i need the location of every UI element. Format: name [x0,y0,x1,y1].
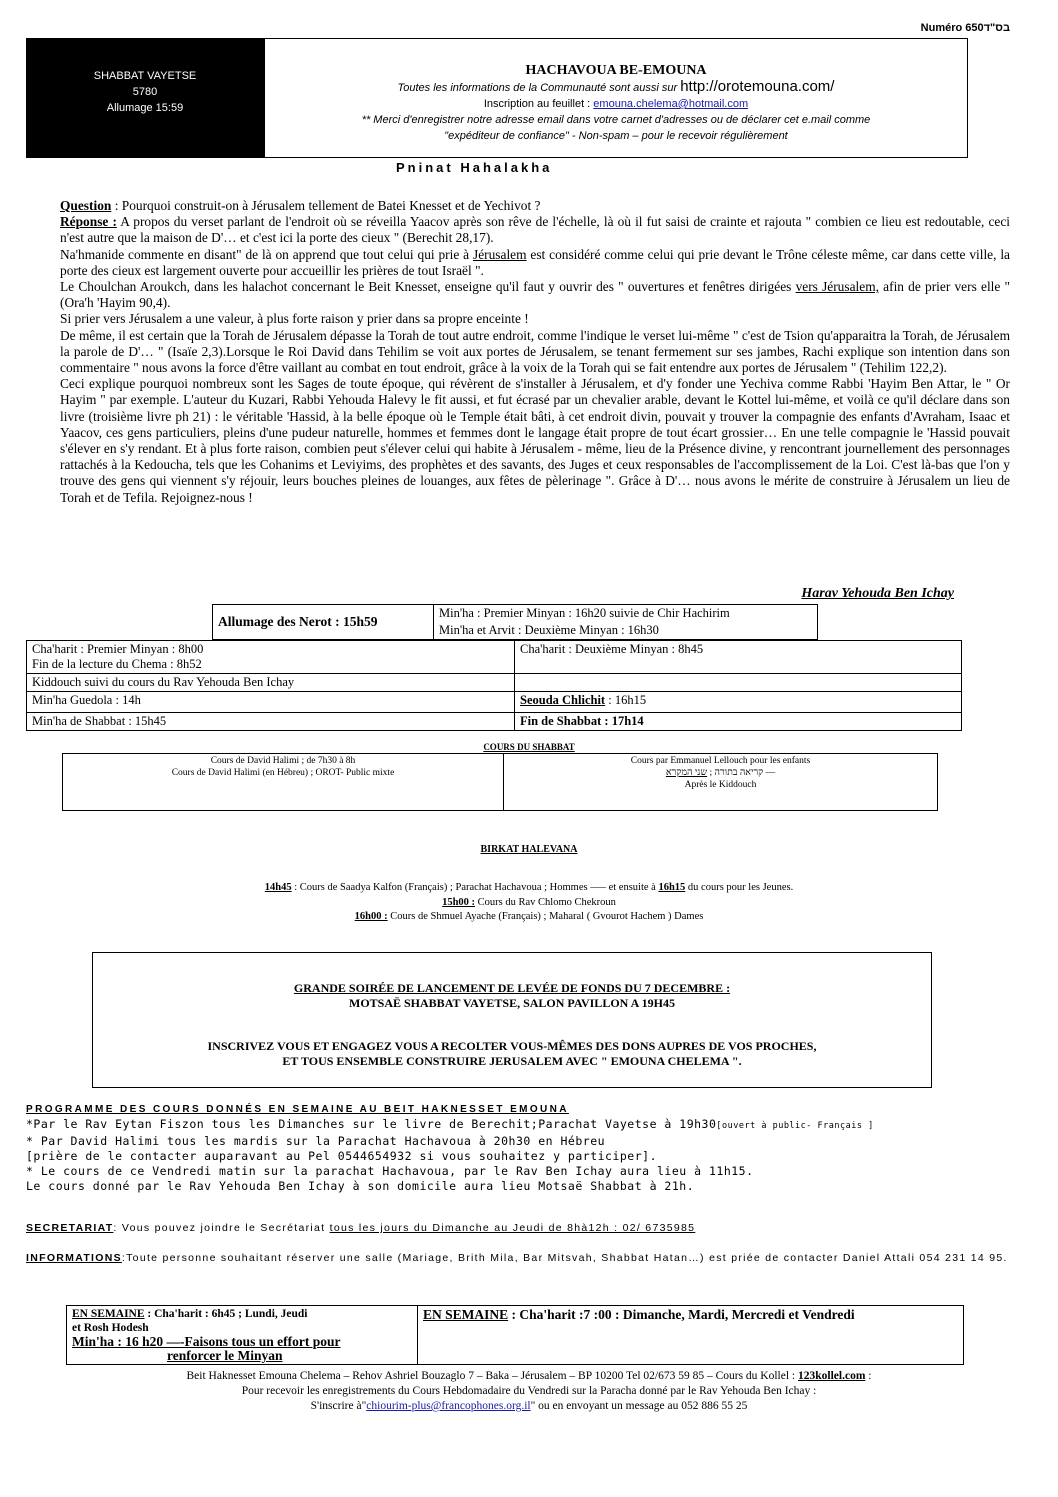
chiourim-email-link[interactable]: chiourim-plus@francophones.org.il [366,1400,531,1412]
paragraph-6: Ceci explique pourquoi nombreux sont les Sages de toute époque, qui révèrent de s'installer à Jérusalem, et d'y fonder une Yechiva comme Rabbi 'Hayim Ben Attar, le " Or Hayim " par exemple. L'auteur du Kuzari, Rabbi Yehouda Halevy le fit aussi, et fut écrasé par un chevalier arable, devant le Kottel lui-même, et voilà ce qu'il déclare dans son livre (troisième livre ph 21) : le véritable 'Hassid, à la belle époque où le Temple était bâti, à cet endroit divin, pouvait y trouver la compagnie des enfants d'Avraham, Isaac et Yaacov, ces gens particuliers, pleins d'une pudeur naturelle, hommes et femmes dont le langage était propre de tout écart grossier… En une telle compagnie le 'Hassid pouvait s'élever en s'y rendant. Et à plus forte raison, combien peut s'élever celui qui habite à Jérusalem - même, lieu de la Présence divine, y rencontrant journellement des personnages rattachés à la Kedoucha, tels que les Cohanims et Leviyims, des prophètes et des savants, des Juges et ceux responsables de l'accomplissement de la Loi. C'est là-bas que l'on y trouve des gens qui viennent s'y réjouir, leurs bouches pleines de louanges, aux fêtes de pèlerinage ". Grâce à D'… nous avons le mérite de construire à Jérusalem un lieu de Torah et de Tefila. Rejoignez-nous ! [60,376,1010,505]
question-label: Question [60,198,112,213]
paragraph-4: Si prier vers Jérusalem a une valeur, à plus forte raison y prier dans sa propre enceinte ! [60,311,529,327]
nerot-table [212,604,818,640]
birkat-title: BIRKAT HALEVANA [480,844,578,855]
newsletter-title: HACHAVOUA BE-EMOUNA [525,63,707,78]
birkat-line-3: 16h00 : Cours de Shmuel Ayache (Français) ; Maharal ( Gvourot Hachem ) Dames [354,911,704,922]
email-link[interactable]: emouna.chelema@hotmail.com [593,98,749,110]
newsletter-header [264,38,968,158]
author-signature: Harav Yehouda Ben Ichay [801,586,954,601]
allumage-time: Allumage 15:59 [106,102,184,114]
issue-number: Numéro 650בס"ד [920,22,1010,34]
shabbat-schedule-table [26,640,962,731]
weekday-left: EN SEMAINE : Cha'harit : 6h45 ; Lundi, Jeudi et Rosh Hodesh Min'ha : 16 h20 —-Faisons tous un effort pour renforcer le Minyan [67,1306,418,1365]
weekday-schedule-table [66,1305,964,1365]
inscription-line: Inscription au feuillet : emouna.chelema@hotmail.com [483,98,749,110]
allumage-nerot: Allumage des Nerot : 15h59 [213,605,434,640]
year: 5780 [132,86,158,98]
birkat-line-2: 15h00 : Cours du Rav Chlomo Chekroun [442,897,616,908]
shabbat-name: SHABBAT VAYETSE [93,70,197,82]
schedule-cell: Fin de Shabbat : 17h14 [515,713,962,731]
cours-right: Cours par Emmanuel Lellouch pour les enfants קריאה בתורה ; שני המקרא — Après le Kiddouch [504,754,938,811]
note-line-2: "expéditeur de confiance" - Non-spam – pour le recevoir régulièrement [444,130,788,142]
minha-second-minyan: Min'ha et Arvit : Deuxième Minyan : 16h30 [434,622,818,640]
footer: Beit Haknesset Emouna Chelema – Rehov Ashriel Bouzaglo 7 – Baka – Jérusalem – BP 10200 Tel 02/673 59 85 – Cours du Kollel : 123kollel.com : Pour recevoir les enregistrements du Cours Hebdomadaire du Vendredi sur la Paracha donné par le Rav Yehouda Ben Ichay : S'inscrire à"chiourim-plus@francophones.org.il" ou en envoyant un message au 052 886 55 25 [186,1370,872,1412]
schedule-cell: Cha'harit : Deuxième Minyan : 8h45 [515,641,962,674]
paragraph-5: De même, il est certain que la Torah de Jérusalem dépasse la Torah de tout autre endroit, comme l'indique le verset lui-même " c'est de Tsion qu'apparaitra la Torah, de Jérusalem la parole de D'… " (Isaïe 2,3).Lorsque le Roi David dans Tehilim se voit aux portes de Jérusalem, se tenant fermement sur ses jambes, Rachi explique son intention dans son commentaire " nous avons la force d'être vaillant au combat en tout endroit, grâce à la voix de la Torah qui se fait entendre aux portes de Jérusalem " (Tehilim 122,2). [60,327,1010,376]
schedule-cell: Cha'harit : Premier Minyan : 8h00 Fin de la lecture du Chema : 8h52 [27,641,515,674]
schedule-cell [515,674,962,692]
reponse-label: Réponse : [60,214,117,230]
schedule-cell: Kiddouch suivi du cours du Rav Yehouda Ben Ichay [27,674,515,692]
weekday-right: EN SEMAINE : Cha'harit :7 :00 : Dimanche, Mardi, Mercredi et Vendredi [418,1306,964,1365]
fundraising-announcement: GRANDE SOIRÉE DE LANCEMENT DE LEVÉE DE FONDS DU 7 DECEMBRE : MOTSAË SHABBAT VAYETSE, SALON PAVILLON A 19H45 INSCRIVEZ VOUS ET ENGAGEZ VOUS A RECOLTER VOUS-MÊMES DES DONS AUPRES DE VOS PROCHES, ET TOUS ENSEMBLE CONSTRUIRE JERUSALEM AVEC " EMOUNA CHELEMA ". [92,952,932,1088]
weekday-programme: PROGRAMME DES COURS DONNÉS EN SEMAINE AU BEIT HAKNESSET EMOUNA *Par le Rav Eytan Fiszon tous les Dimanches sur le livre de Berechit;Parachat Vayetse à 19h30[ouvert à public- Français ] * Par David Halimi tous les mardis sur la Parachat Hachavoua à 20h30 en Hébreu [prière de le contacter auparavant au Pel 0544654932 si vous souhaitez y participer]. * Le cours de ce Vendredi matin sur la parachat Hachavoua, par le Rav Ben Ichay aura lieu à 11h15. Le cours donné par le Rav Yehouda Ben Ichay à son domicile aura lieu Motsaë Shabbat à 21h. [26,1102,1016,1194]
cours-table [62,753,938,811]
informations-line: INFORMATIONS:Toute personne souhaitant réserver une salle (Mariage, Brith Mila, Bar Mitsvah, Shabbat Hatan…) est priée de contacter Daniel Attali 054 231 14 95. [26,1252,1008,1264]
website-link[interactable]: http://orotemouna.com/ [680,78,835,95]
shabbat-info-box [26,38,264,158]
cours-left: Cours de David Halimi ; de 7h30 à 8h Cours de David Halimi (en Hébreu) ; OROT- Public mixte [63,754,504,811]
article: Question : Pourquoi construit-on à Jérusalem tellement de Batei Knesset et de Yechivot ? Réponse : A propos du verset parlant de l'endroit où se réveilla Yaacov après son rêve de l'échelle, là où il fut saisi de crainte et rajouta " combien ce lieu est redoutable, ceci n'est autre que la maison de D'… et c'est ici la porte des cieux " (Berechit 28,17). Na'hmanide commente en disant" de là on apprend que tout celui qui prie à Jérusalem est considéré comme celui qui prie devant le Trône céleste même, car dans cette ville, la porte des cieux est largement ouverte pour accueillir les prières de tout Israël ". Le Choulchan Aroukch, dans les halachot concernant le Beit Knesset, enseigne qu'il faut y ouvrir des " ouvertures et fenêtres dirigées vers Jérusalem, afin de prier vers elle " (Ora'h 'Hayim 90,4). Si prier vers Jérusalem a une valeur, à plus forte raison y prier dans sa propre enceinte ! De même, il est certain que la Torah de Jérusalem dépasse la Torah de tout autre endroit, comme l'indique le verset lui-même " c'est de Tsion qu'apparaitra la Torah, de Jérusalem la parole de D'… " (Isaïe 2,3).Lorsque le Roi David dans Tehilim se voit aux portes de Jérusalem, se tenant fermement sur ses jambes, Rachi explique son intention dans son commentaire " nous avons la force d'être vaillant au combat en tout endroit, grâce à la voix de la Torah qui se fait entendre aux portes de Jérusalem " (Tehilim 122,2). Ceci explique pourquoi nombreux sont les Sages de toute époque, qui révèrent de s'installer à Jérusalem, et d'y fonder une Yechiva comme Rabbi 'Hayim Ben Attar, le " Or Hayim " par exemple. L'auteur du Kuzari, Rabbi Yehouda Halevy le fit aussi, et fut écrasé par un chevalier arable, devant le Kottel lui-même, et voilà ce qu'il déclare dans son livre (troisième livre ph 21) : le véritable 'Hassid, à la belle époque où le Temple était bâti, à cet endroit divin, pouvait y trouver la compagnie des enfants d'Avraham, Isaac et Yaacov, ces gens particuliers, pleins d'une pudeur naturelle, hommes et femmes dont le langage était propre de tout écart grossier… En une telle compagnie le 'Hassid pouvait s'élever en s'y rendant. Et à plus forte raison, combien peut s'élever celui qui habite à Jérusalem - même, lieu de la Présence divine, y rencontrant journellement des personnages rattachés à la Kedoucha, tels que les Cohanims et Leviyims, des prophètes et des savants, des Juges et ceux responsables de l'accomplissement de la Loi. C'est là-bas que l'on y trouve des gens qui viennent s'y réjouir, leurs bouches pleines de louanges, aux fêtes de pèlerinage ". Grâce à D'… nous avons le mérite de construire à Jérusalem un lieu de Torah et de Tefila. Rejoignez-nous ! [60,198,1010,505]
note-line-1: ** Merci d'enregistrer notre adresse email dans votre carnet d'adresses ou de déclarer cet e.mail comme [361,114,871,126]
schedule-cell: Min'ha de Shabbat : 15h45 [27,713,515,731]
minha-first-minyan: Min'ha : Premier Minyan : 16h20 suivie de Chir Hachirim [434,605,818,623]
section-title: Pninat Hahalakha [396,160,553,175]
info-line: Toutes les informations de la Communauté sont aussi sur http://orotemouna.com/ [397,78,835,95]
schedule-cell: Seouda Chlichit : 16h15 [515,692,962,713]
cours-title: COURS DU SHABBAT [483,742,575,752]
kollel-link[interactable]: 123kollel.com [798,1370,866,1382]
secretariat-line: SECRETARIAT: Vous pouvez joindre le Secrétariat tous les jours du Dimanche au Jeudi de 8hà12h : 02/ 6735985 [26,1222,696,1234]
question-text: : Pourquoi construit-on à Jérusalem tellement de Batei Knesset et de Yechivot ? [111,198,541,213]
paragraph-3: Le Choulchan Aroukch, dans les halachot concernant le Beit Knesset, enseigne qu'il faut y ouvrir des " ouvertures et fenêtres dirigées vers Jérusalem, afin de prier vers elle " (Ora'h 'Hayim 90,4). [60,279,1010,311]
programme-title: PROGRAMME DES COURS DONNÉS EN SEMAINE AU BEIT HAKNESSET EMOUNA [26,1104,569,1115]
paragraph-2: Na'hmanide commente en disant" de là on apprend que tout celui qui prie à Jérusalem est considéré comme celui qui prie devant le Trône céleste même, car dans cette ville, la porte des cieux est largement ouverte pour accueillir les prières de tout Israël ". [60,246,1010,278]
birkat-line-1: 14h45 : Cours de Saadya Kalfon (Français) ; Parachat Hachavoua ; Hommes —– et ensuite à 16h15 du cours pour les Jeunes. [264,882,794,893]
schedule-cell: Min'ha Guedola : 14h [27,692,515,713]
